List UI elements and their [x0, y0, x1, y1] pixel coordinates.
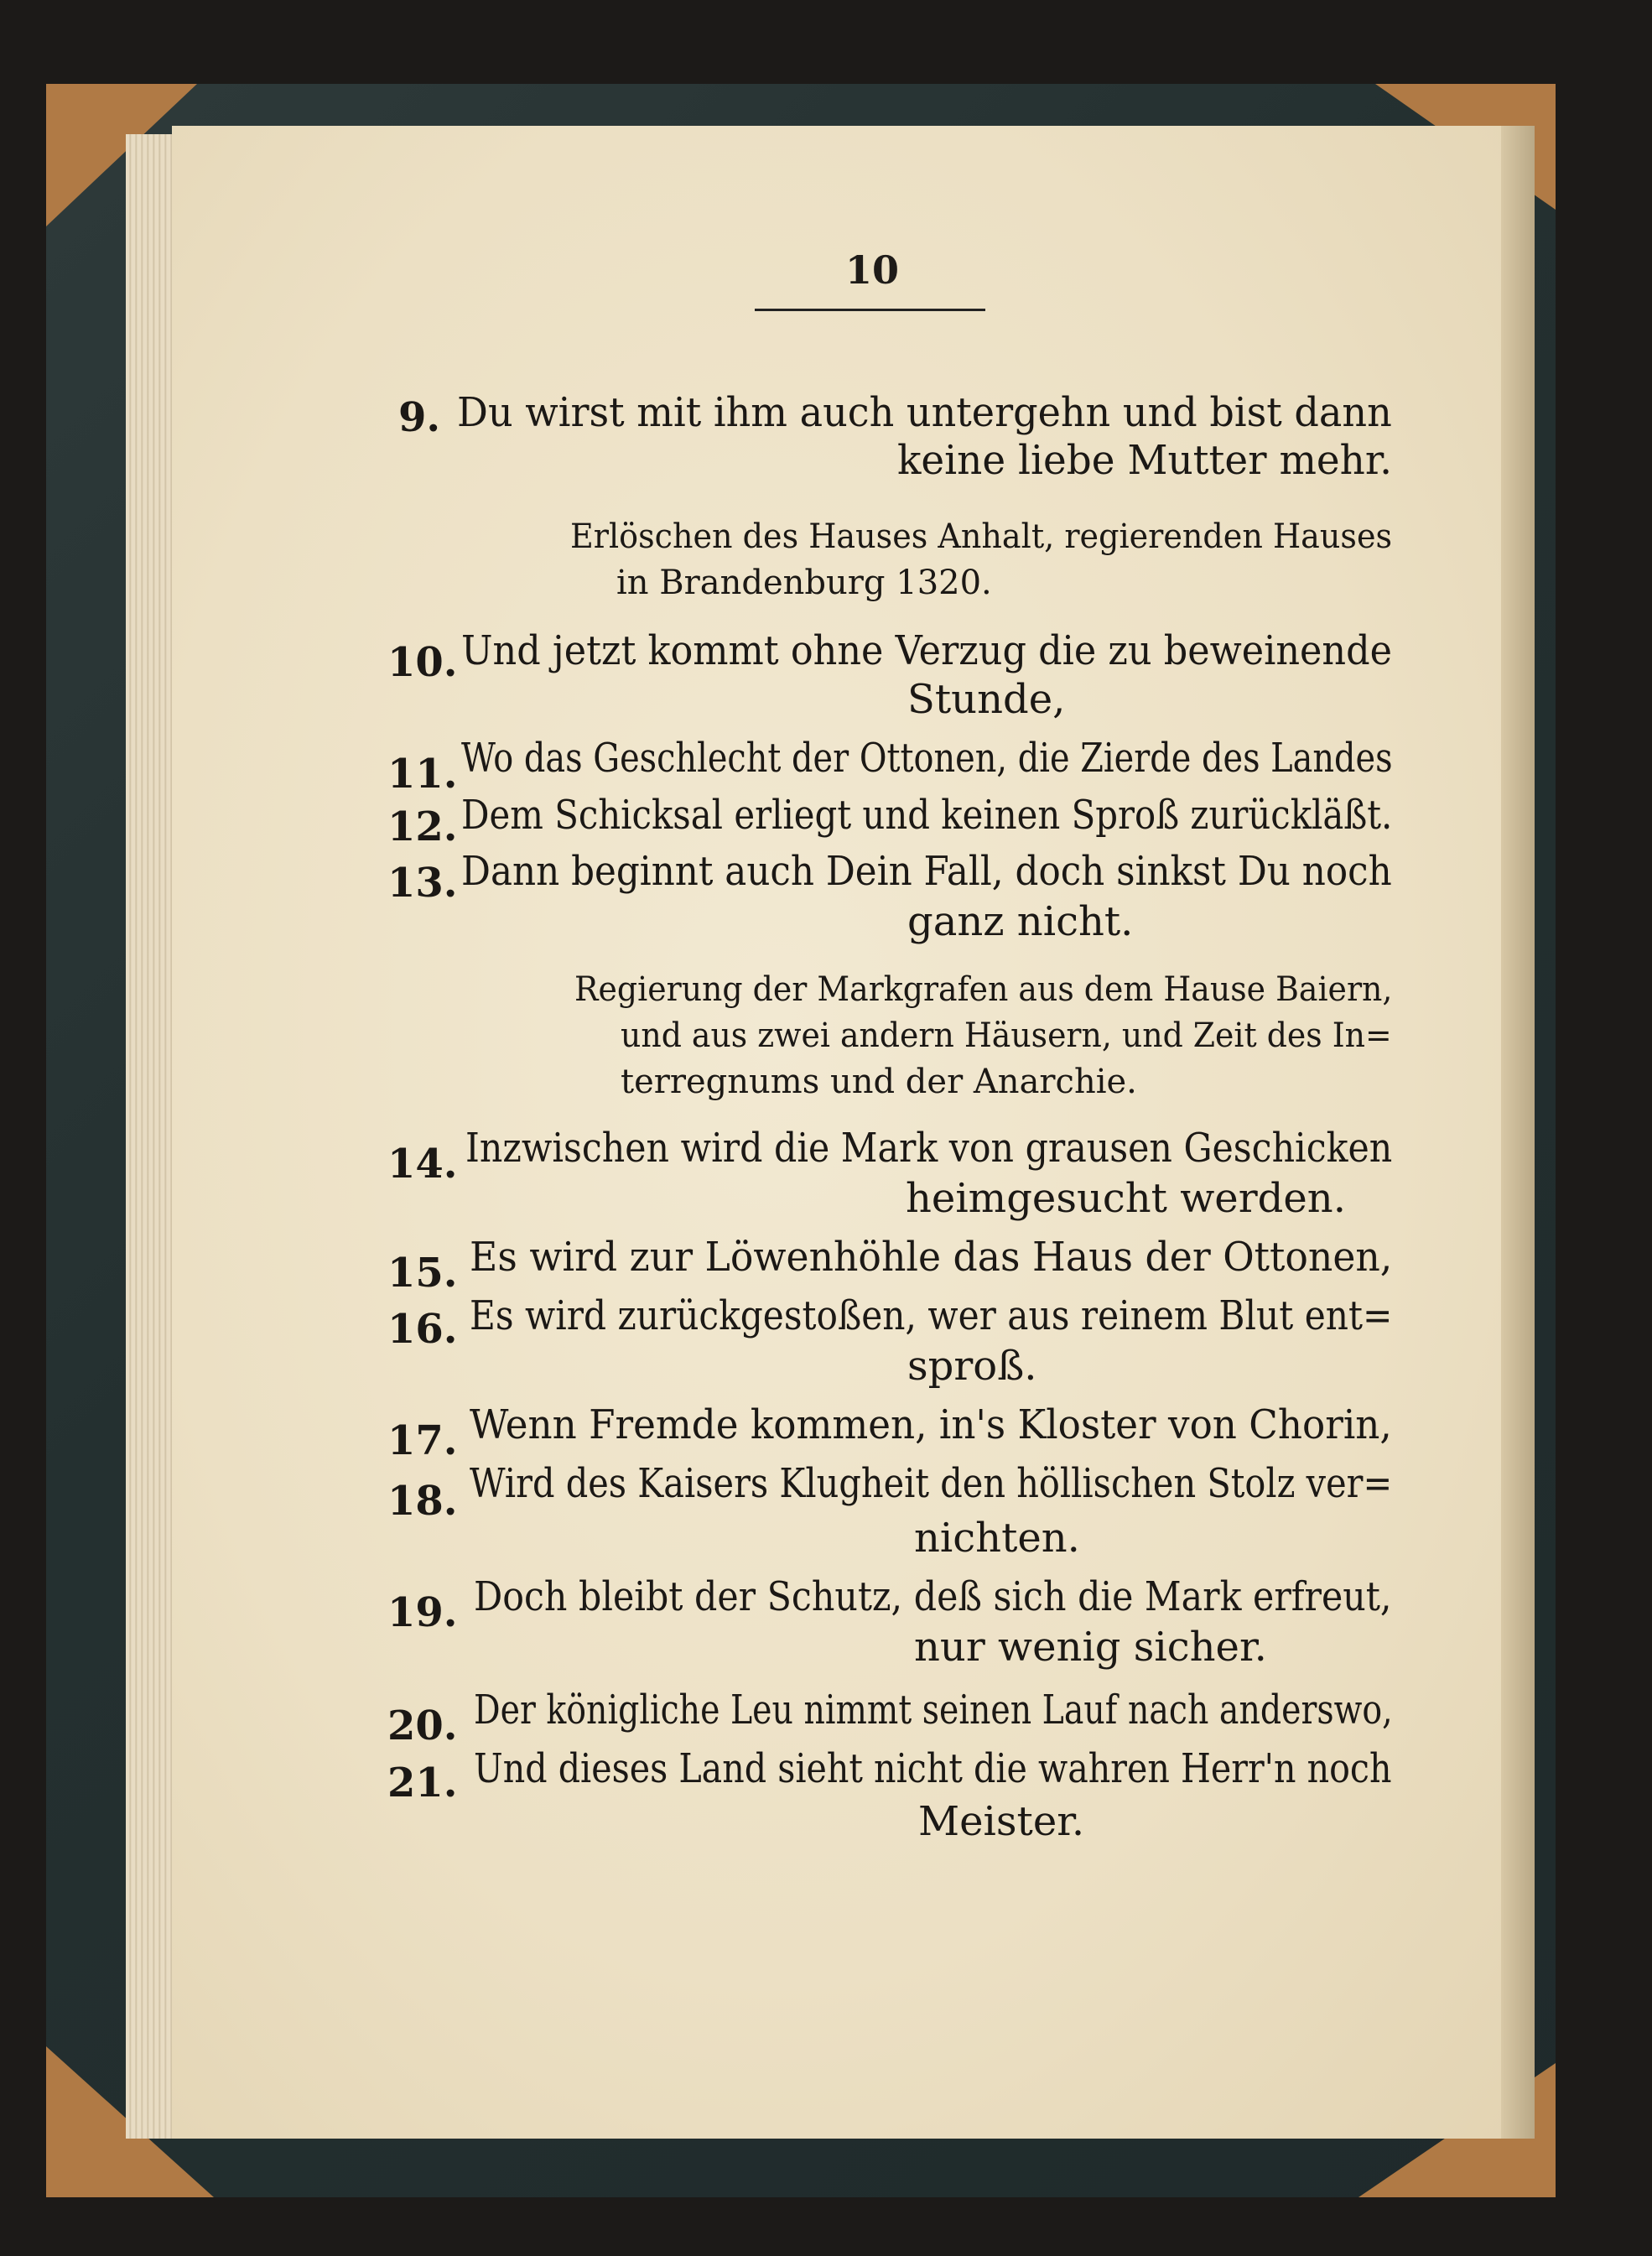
verse-number: 9. [398, 394, 441, 441]
historical-note: Regierung der Markgrafen aus dem Hause Baiern, [574, 970, 1393, 1009]
verse-continuation: keine liebe Mutter mehr. [897, 437, 1393, 484]
verse-number: 13. [387, 860, 458, 907]
verse-number: 14. [387, 1141, 458, 1188]
verse-line: Doch bleibt der Schutz, deß sich die Mark erfreut, [474, 1573, 1392, 1620]
verse-line: Wenn Fremde kommen, in's Kloster von Chorin, [470, 1401, 1392, 1448]
verse-number: 11. [387, 751, 458, 798]
verse-continuation: nichten. [914, 1515, 1080, 1562]
verse-line: Und jetzt kommt ohne Verzug die zu beweinende [461, 627, 1392, 674]
historical-note: Erlöschen des Hauses Anhalt, regierenden Hauses [570, 517, 1393, 556]
verse-number: 15. [387, 1250, 458, 1297]
verse-line: Wo das Geschlecht der Ottonen, die Zierde des Landes [461, 735, 1393, 782]
header-rule [755, 309, 985, 311]
verse-line: Dann beginnt auch Dein Fall, doch sinkst Du noch [461, 848, 1392, 895]
verse-line: Wird des Kaisers Klugheit den höllischen Stolz ver= [470, 1460, 1393, 1507]
verse-number: 21. [387, 1760, 458, 1806]
verse-continuation: nur wenig sicher. [914, 1624, 1267, 1671]
verse-continuation: ganz nicht. [907, 898, 1134, 945]
page-number: 10 [844, 247, 899, 293]
verse-number: 20. [387, 1702, 458, 1749]
verse-number: 10. [387, 639, 458, 686]
verse-continuation: Meister. [918, 1798, 1085, 1845]
verse-number: 17. [387, 1417, 458, 1464]
verse-line: Es wird zur Löwenhöhle das Haus der Ottonen, [470, 1234, 1393, 1281]
book-gutter [1501, 126, 1535, 2139]
historical-note: und aus zwei andern Häusern, und Zeit des In= [621, 1016, 1392, 1055]
historical-note: in Brandenburg 1320. [616, 564, 992, 602]
verse-number: 19. [387, 1589, 458, 1636]
verse-continuation: Stunde, [907, 676, 1066, 723]
verse-line: Du wirst mit ihm auch untergehn und bist dann [457, 389, 1392, 436]
verse-line: Es wird zurückgestoßen, wer aus reinem Blut ent= [470, 1292, 1393, 1339]
verse-number: 16. [387, 1306, 458, 1353]
verse-line: Der königliche Leu nimmt seinen Lauf nach anderswo, [474, 1687, 1393, 1734]
verse-continuation: sproß. [907, 1343, 1037, 1390]
verse-number: 18. [387, 1478, 458, 1525]
verse-number: 12. [387, 803, 458, 850]
verse-continuation: heimgesucht werden. [906, 1175, 1346, 1222]
verse-line: Dem Schicksal erliegt und keinen Sproß zurückläßt. [461, 792, 1393, 839]
historical-note: terregnums und der Anarchie. [621, 1063, 1137, 1101]
verse-line: Und dieses Land sieht nicht die wahren Herr'n noch [474, 1745, 1392, 1792]
verse-line: Inzwischen wird die Mark von grausen Geschicken [465, 1125, 1393, 1172]
